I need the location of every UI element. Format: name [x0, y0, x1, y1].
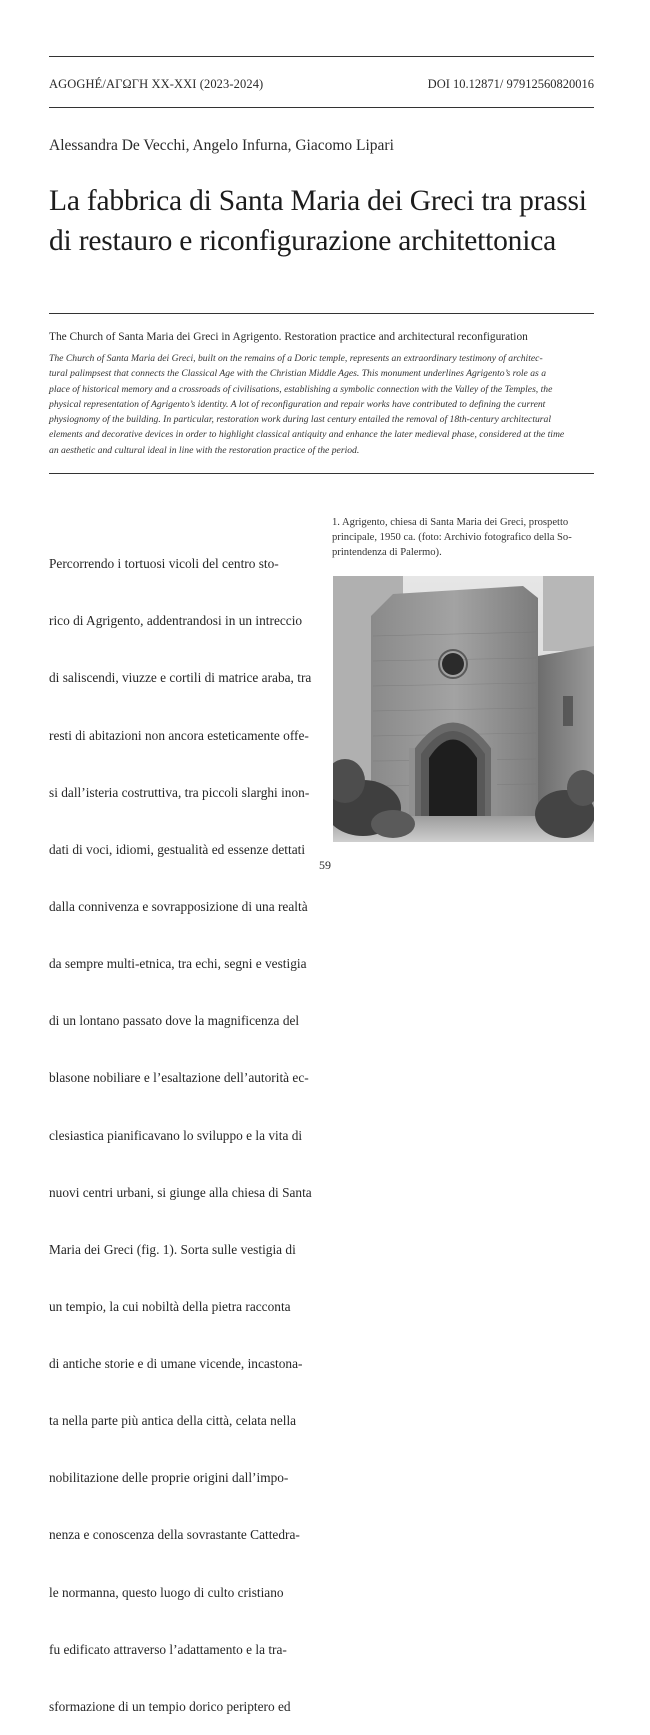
article-title — [49, 181, 609, 261]
body-line: Maria dei Greci (fig. 1). Sorta sulle vestigia di — [49, 1241, 296, 1257]
body-line: Percorrendo i tortuosi vicoli del centro sto- — [49, 556, 279, 572]
body-line: resti di abitazioni non ancora esteticamente offe- — [49, 727, 309, 743]
top-rule — [49, 56, 594, 57]
journal-header: AGOGHÉ/ΑΓΩΓΗ XX-XXI (2023-2024) — [49, 77, 264, 91]
abstract-line: an aesthetic and cultural ideal in line with the restoration practice of the period. — [49, 444, 360, 456]
body-line: dalla connivenza e sovrapposizione di una realtà — [49, 898, 308, 914]
caption-line: printendenza di Palermo). — [332, 546, 442, 558]
body-line: nuovi centri urbani, si giunge alla chiesa di Santa — [49, 1184, 312, 1200]
abstract-line: place of historical memory and a crossroads of civilisations, establishing a symbolic connection with the Valley of the Temples, the — [49, 383, 553, 395]
body-line: fu edificato attraverso l’adattamento e la tra- — [49, 1641, 287, 1657]
body-text — [49, 516, 310, 1735]
body-line: blasone nobiliare e l’esaltazione dell’autorità ec- — [49, 1070, 309, 1086]
doi-label: DOI 10.12871/ 97912560820016 — [427, 77, 594, 91]
authors: Alessandra De Vecchi, Angelo Infurna, Giacomo Lipari — [49, 137, 394, 154]
body-line: rico di Agrigento, addentrandosi in un intreccio — [49, 613, 303, 629]
body-line: si dall’isteria costruttiva, tra piccoli slarghi inon- — [49, 784, 310, 800]
church-facade-photo — [333, 576, 594, 842]
abstract-line: elements and decorative devices in order to highlight classical antiquity and enhance the later medieval phase, considered at the time — [49, 429, 565, 441]
body-line: nenza e conoscenza della sovrastante Cattedra- — [49, 1527, 300, 1543]
caption-line: principale, 1950 ca. (foto: Archivio fotografico della So- — [332, 531, 572, 543]
page-number: 59 — [319, 858, 331, 872]
figure-caption — [332, 516, 594, 560]
abstract — [49, 351, 594, 458]
abstract-bottom-rule — [49, 473, 594, 474]
body-line: nobilitazione delle proprie origini dall’impo- — [49, 1470, 289, 1486]
body-line: dati di voci, idiomi, gestualità ed essenze dettati — [49, 841, 306, 857]
body-line: ta nella parte più antica della città, celata nella — [49, 1413, 297, 1429]
caption-line: 1. Agrigento, chiesa di Santa Maria dei Greci, prospetto — [332, 517, 569, 528]
body-line: clesiastica pianificavano lo sviluppo e la vita di — [49, 1127, 303, 1143]
body-line: un tempio, la cui nobiltà della pietra racconta — [49, 1298, 291, 1314]
body-line: sformazione di un tempio dorico periptero ed — [49, 1698, 291, 1714]
body-line: le normanna, questo luogo di culto cristiano — [49, 1584, 284, 1600]
abstract-line: physical representation of Agrigento’s identity. A lot of reconfiguration and repair works have contributed to defining the current — [49, 398, 546, 410]
title-line-1: La fabbrica di Santa Maria dei Greci tra prassi — [49, 185, 587, 217]
title-line-2: di restauro e riconfigurazione architettonica — [49, 225, 557, 257]
body-line: da sempre multi-etnica, tra echi, segni e vestigia — [49, 956, 307, 972]
abstract-line: The Church of Santa Maria dei Greci, built on the remains of a Doric temple, represents an extraordinary testimony of architec- — [49, 353, 543, 364]
body-line: di saliscendi, viuzze e cortili di matrice araba, tra — [49, 670, 312, 686]
abstract-top-rule — [49, 313, 594, 314]
abstract-line: physiognomy of the building. In particular, restoration work during last century entailed the removal of 18th-century architectural — [49, 414, 552, 426]
body-line: di un lontano passato dove la magnificenza del — [49, 1013, 300, 1029]
header-rule — [49, 107, 594, 108]
english-title: The Church of Santa Maria dei Greci in Agrigento. Restoration practice and architectural reconfiguration — [49, 331, 528, 343]
abstract-line: tural palimpsest that connects the Classical Age with the Christian Middle Ages. This monument underlines Agrigento’s role as a — [49, 368, 547, 380]
body-line: di antiche storie e di umane vicende, incastona- — [49, 1356, 303, 1372]
